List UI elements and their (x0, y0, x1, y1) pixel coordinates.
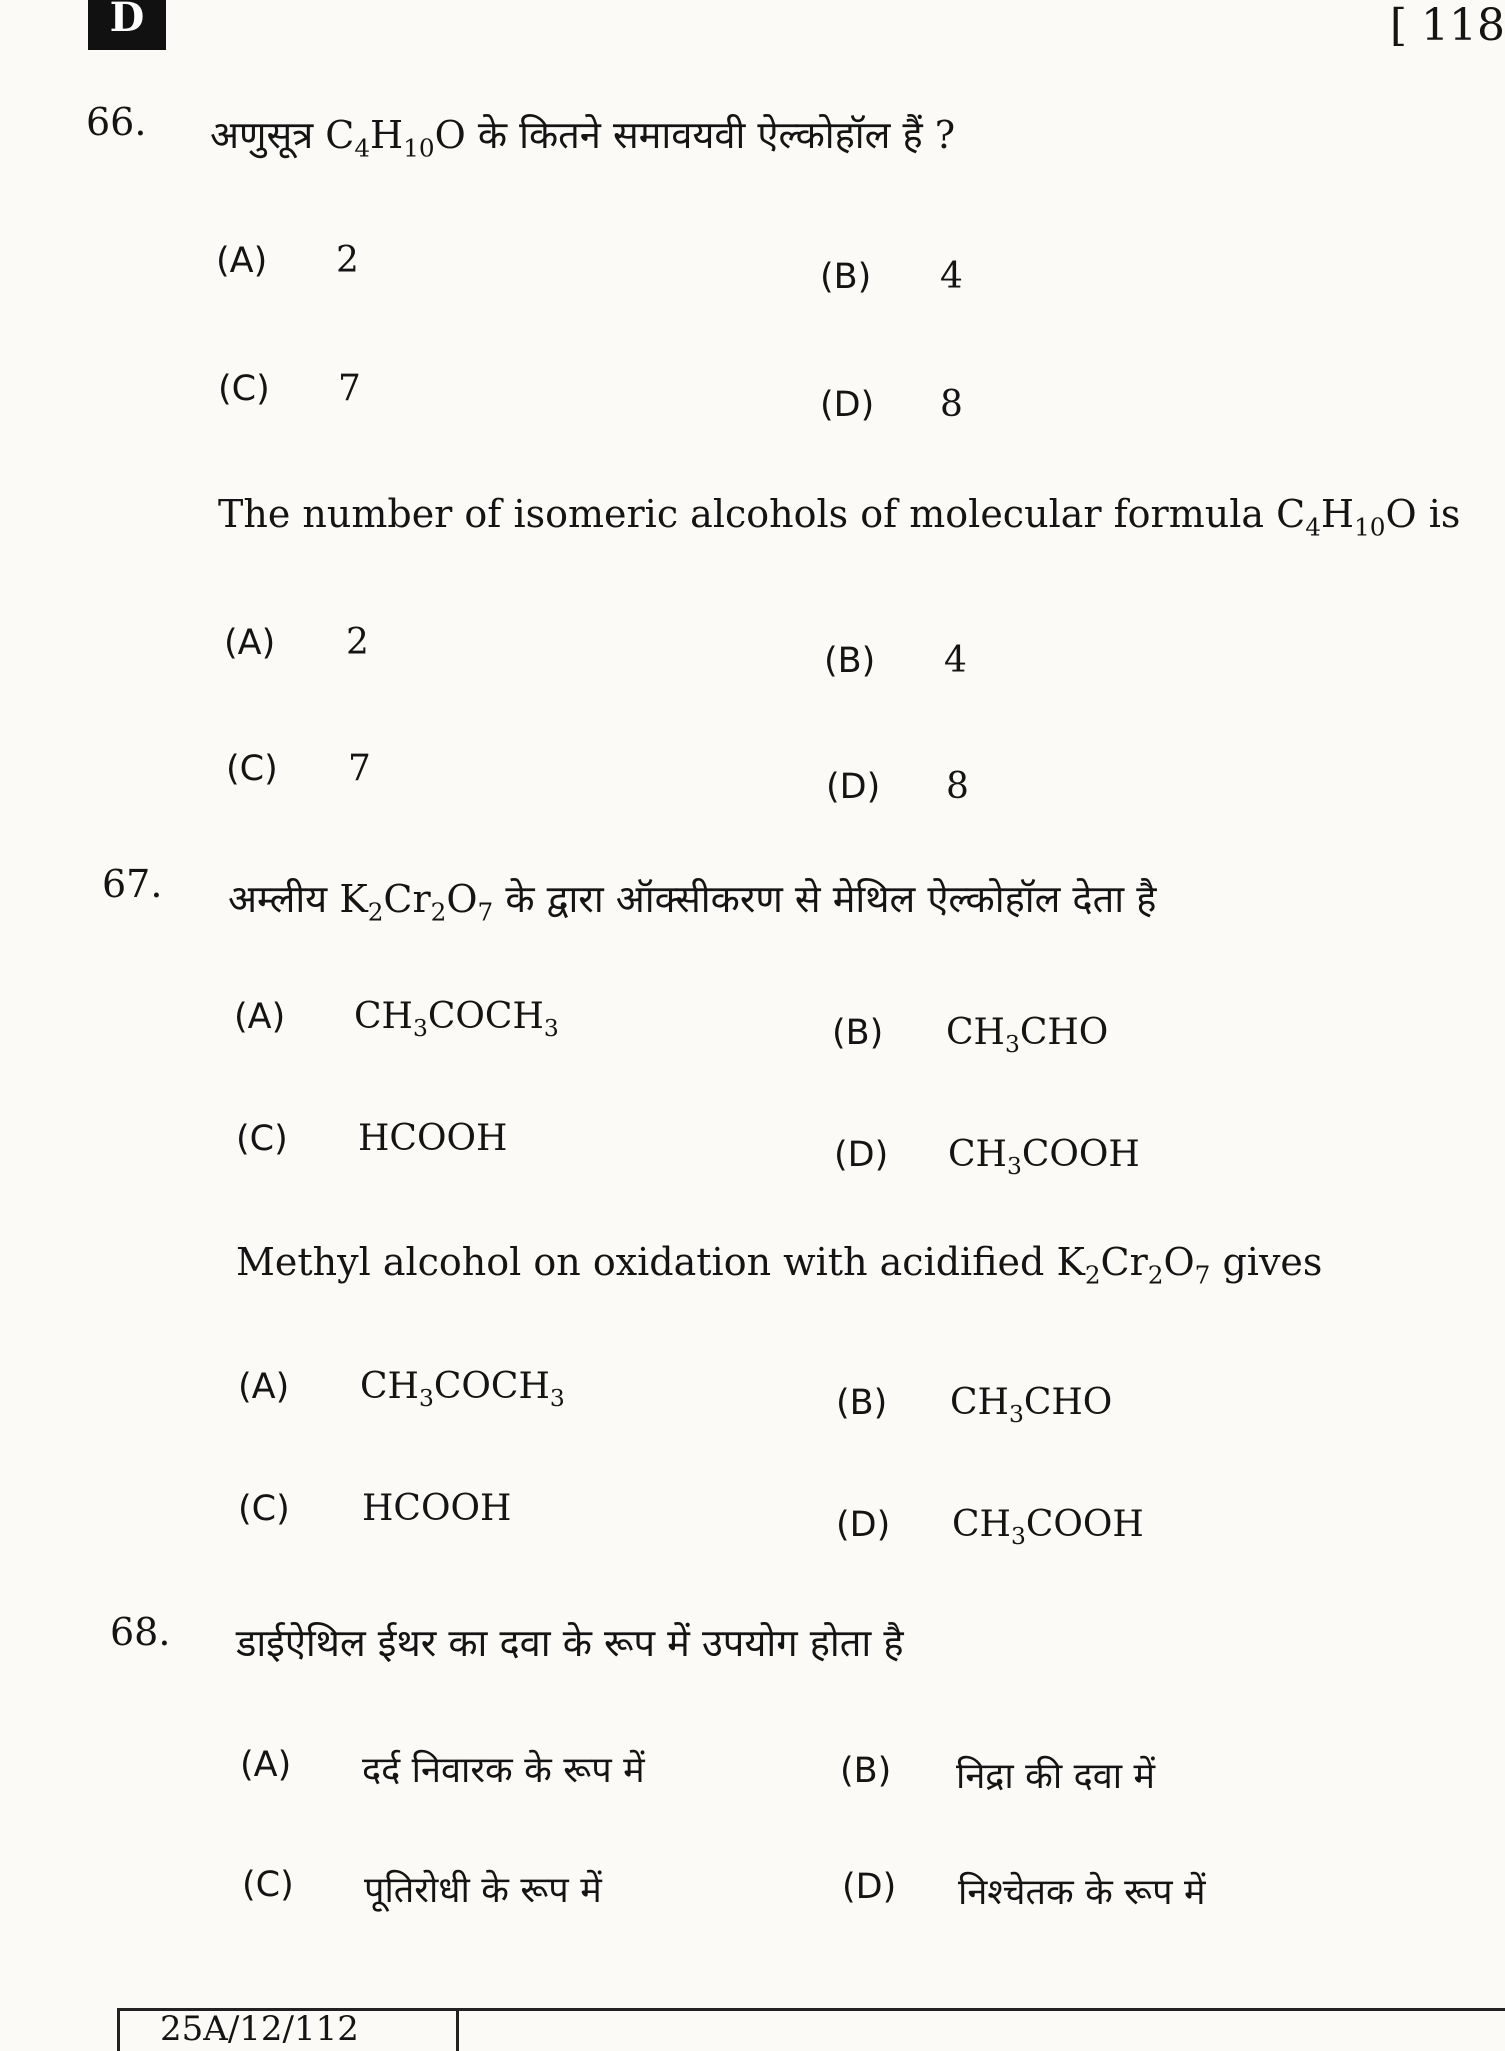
option-d[interactable]: (D) 8 (820, 384, 963, 425)
footer-rule (456, 2008, 1505, 2011)
option-b[interactable]: (B) 4 (824, 640, 967, 681)
option-c[interactable]: (C) HCOOH (238, 1488, 512, 1529)
formula-k2cr2o7: $K_2Cr_2O_7$ (339, 877, 494, 927)
series-badge: D (88, 0, 166, 50)
formula-ch3cho: $CH_3CHO$ (946, 1012, 1109, 1059)
option-d[interactable]: (D) $CH_3COOH$ (834, 1134, 1140, 1181)
formula-hcooh: HCOOH (362, 1488, 512, 1529)
option-b[interactable]: (B) $CH_3CHO$ (832, 1012, 1109, 1059)
formula-ch3cooh: $CH_3COOH$ (952, 1504, 1144, 1551)
option-a[interactable]: (A) 2 (224, 622, 369, 663)
formula-ch3coch3: $CH_3COCH_3$ (360, 1366, 565, 1413)
option-b[interactable]: (B) $CH_3CHO$ (836, 1382, 1113, 1429)
question-text-hindi: अम्लीय $K_2Cr_2O_7$ के द्वारा ऑक्सीकरण से मेथिल ऐल्कोहॉल देता है (228, 877, 1157, 927)
option-a[interactable]: (A) 2 (216, 240, 359, 281)
option-d[interactable]: (D) $CH_3COOH$ (836, 1504, 1144, 1551)
page-number: [ 118 (1389, 0, 1505, 51)
formula-k2cr2o7: $K_2Cr_2O_7$ (1056, 1240, 1211, 1290)
formula-hcooh: HCOOH (358, 1118, 508, 1159)
option-a[interactable]: (A) $CH_3COCH_3$ (238, 1366, 565, 1413)
formula-c4h10o: $C_4H_{10}O$ (325, 113, 466, 163)
option-d[interactable]: (D) निश्चेतक के रूप में (842, 1867, 1206, 1913)
booklet-code: 25A/12/112 (160, 2009, 359, 2049)
formula-c4h10o: $C_4H_{10}O$ (1276, 492, 1417, 542)
option-a[interactable]: (A) दर्द निवारक के रूप में (240, 1745, 645, 1791)
option-b[interactable]: (B) 4 (820, 256, 963, 297)
question-text-english: The number of isomeric alcohols of molecular formula $C_4H_{10}O$ is (218, 492, 1461, 542)
question-number: 67. (102, 862, 163, 906)
option-c[interactable]: (C) HCOOH (236, 1118, 508, 1159)
option-c[interactable]: (C) पूतिरोधी के रूप में (242, 1865, 602, 1911)
option-d[interactable]: (D) 8 (826, 766, 969, 807)
option-b[interactable]: (B) निद्रा की दवा में (840, 1751, 1156, 1797)
option-a[interactable]: (A) $CH_3COCH_3$ (234, 996, 559, 1043)
formula-ch3cho: $CH_3CHO$ (950, 1382, 1113, 1429)
formula-ch3coch3: $CH_3COCH_3$ (354, 996, 559, 1043)
question-number: 66. (86, 100, 147, 144)
formula-ch3cooh: $CH_3COOH$ (948, 1134, 1140, 1181)
option-c[interactable]: (C) 7 (218, 368, 361, 409)
question-text-hindi: अणुसूत्र $C_4H_{10}O$ के कितने समावयवी ऐल्कोहॉल हैं ? (210, 113, 956, 163)
question-number: 68. (110, 1610, 171, 1654)
question-text-hindi: डाईऐथिल ईथर का दवा के रूप में उपयोग होता है (236, 1621, 904, 1665)
footer-code-box (117, 2008, 459, 2051)
option-c[interactable]: (C) 7 (226, 748, 371, 789)
question-text-english: Methyl alcohol on oxidation with acidified $K_2Cr_2O_7$ gives (236, 1240, 1323, 1290)
